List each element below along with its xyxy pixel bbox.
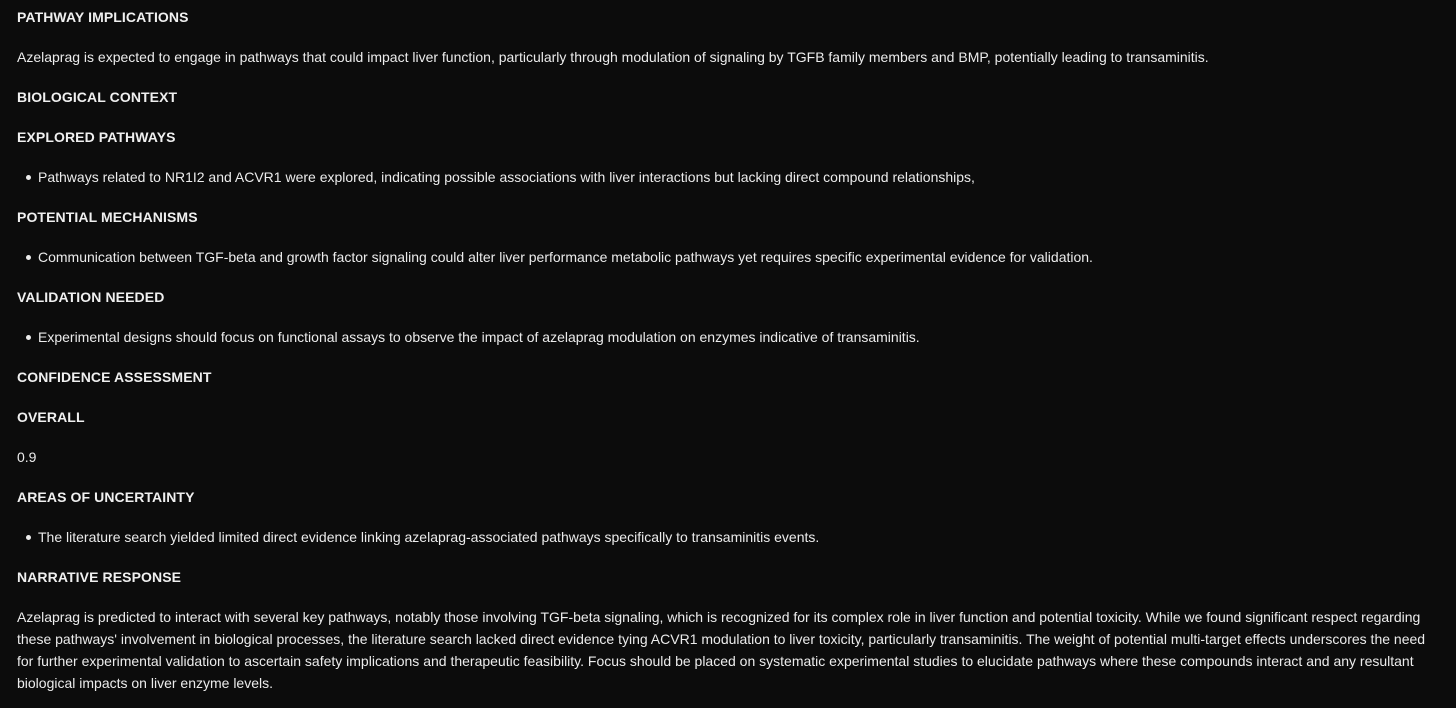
list-item: Communication between TGF-beta and growth factor signaling could alter liver performance metabolic pathways yet requires specific experimental evidence for validation. <box>17 246 1439 268</box>
areas-of-uncertainty-heading: AREAS OF UNCERTAINTY <box>17 489 195 505</box>
overall-heading: OVERALL <box>17 409 85 425</box>
overall-value: 0.9 <box>17 449 37 465</box>
list-item: The literature search yielded limited direct evidence linking azelaprag-associated pathways specifically to transaminitis events. <box>17 526 1439 548</box>
validation-needed-heading: VALIDATION NEEDED <box>17 289 165 305</box>
narrative-response-heading: NARRATIVE RESPONSE <box>17 569 182 585</box>
list-item: Pathways related to NR1I2 and ACVR1 were explored, indicating possible associations with liver interactions but lacking direct compound relationships, <box>17 166 1439 188</box>
pathway-implications-text: Azelaprag is expected to engage in pathways that could impact liver function, particularly through modulation of signaling by TGFB family members and BMP, potentially leading to transaminitis. <box>17 49 1209 65</box>
list-item: Experimental designs should focus on functional assays to observe the impact of azelaprag modulation on enzymes indicative of transaminitis. <box>17 326 1439 348</box>
biological-context-heading: BIOLOGICAL CONTEXT <box>17 89 178 105</box>
explored-pathways-list <box>17 166 1439 188</box>
confidence-assessment-heading: CONFIDENCE ASSESSMENT <box>17 369 212 385</box>
validation-needed-list <box>17 326 1439 348</box>
areas-of-uncertainty-list <box>17 526 1439 548</box>
explored-pathways-heading: EXPLORED PATHWAYS <box>17 129 176 145</box>
potential-mechanisms-heading: POTENTIAL MECHANISMS <box>17 209 198 225</box>
narrative-response-text: Azelaprag is predicted to interact with several key pathways, notably those involving TGF-beta signaling, which is recognized for its complex role in liver function and potential toxicity. While we found significant respect regarding these pathways' involvement in biological processes, the literature search lacked direct evidence tying ACVR1 modulation to liver toxicity, particularly transaminitis. The weight of potential multi-target effects underscores the need for further experimental validation to ascertain safety implications and therapeutic feasibility. Focus should be placed on systematic experimental studies to elucidate pathways where these compounds interact and any resultant biological impacts on liver enzyme levels. <box>17 609 1426 691</box>
pathway-implications-heading: PATHWAY IMPLICATIONS <box>17 9 189 25</box>
potential-mechanisms-list <box>17 246 1439 268</box>
